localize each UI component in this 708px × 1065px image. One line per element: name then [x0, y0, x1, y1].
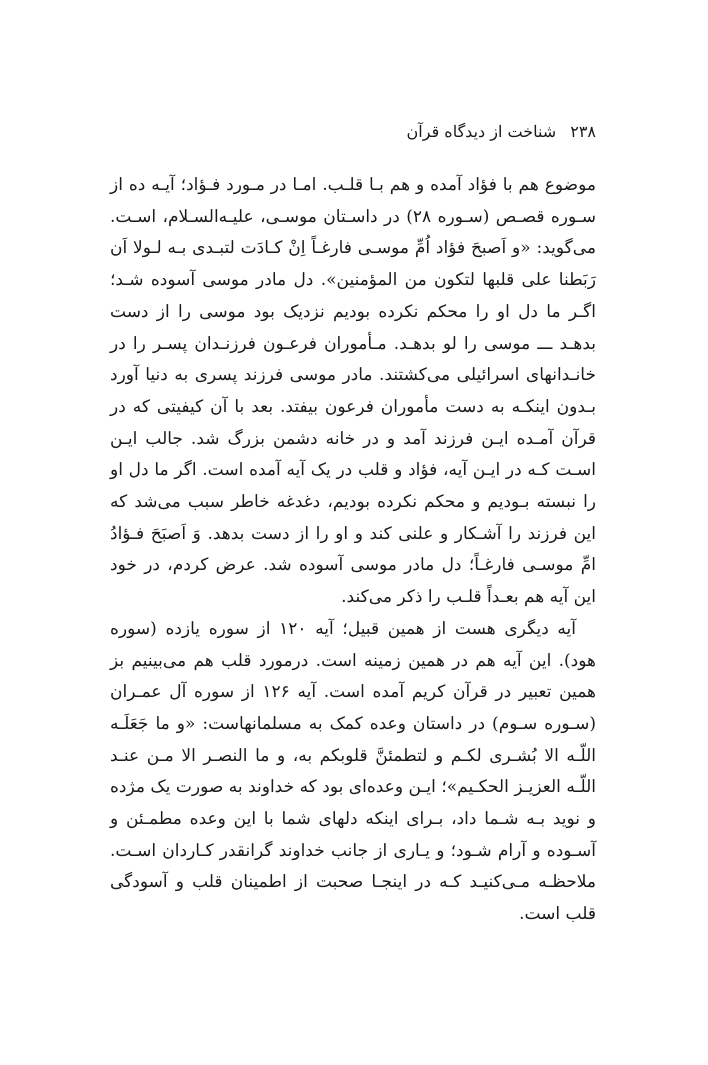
body-text	[110, 170, 596, 931]
chapter-title: شناخت از دیدگاه قرآن	[406, 122, 557, 141]
running-header	[407, 122, 596, 142]
paragraph-2: آیه دیگری هست از همین قبیل؛ آیه ۱۲۰ از سوره یازده (سوره هود). این آیه هم در همین زمینه است. درمورد قلب هم می‌بینیم بز همین تعبیر در قرآن کریم آمده است. آیه ۱۲۶ از سوره آل عمـران (سـوره سـوم) در داستان وعده کمک به مسلمانهاست: «و ما جَعَلَـه اللّـه الا بُشـری لکـم و لتطمئنَّ قلوبکم به، و ما النصـر الا مـن عنـد اللّـه العزیـز الحکـیم»؛ ایـن وعده‌ای بود که خداوند به صورت یک مژده و نوید بـه شـما داد، بـرای اینکه دلهای شما با این وعده مطمـئن و آسـوده و آرام شـود؛ و یـاری از جانب خداوند گرانقدر کـاردان اسـت. ملاحظـه مـی‌کنیـد کـه در اینجـا صحبت از اطمینان قلب و آسودگی قلب است.	[110, 618, 596, 925]
page-number: ۲۳۸	[570, 122, 596, 141]
paragraph-1: موضوع هم با فؤاد آمده و هم بـا قلـب. امـا در مـورد فـؤاد؛ آیـه ده از سـوره قصـص (سـوره ۲۸) در داسـتان موسـی، علیـه‌السـلام، اسـت. می‌گوید: «و اَصبحَ فؤاد اُمِّ موسـی فارغـاً اِنْ کـادَت لتبـدی بـه لـولا اَن رَبَطنا علی قلبها لتکون من المؤمنین». دل مادر موسی آسوده شـد؛ اگـر ما دل او را محکم نکرده بودیم نزدیک بود موسی را از دست بدهـد ـــ موسی را لو بدهـد. مـأموران فرعـون فرزنـدان پسـر را در خانـدانهای اسرائیلی می‌کشتند. مادر موسی فرزند پسری به دنیا آورد بـدون اینکـه به دست مأموران فرعون بیفتد. بعد با آن کیفیتی که در قرآن آمـده ایـن فرزند آمد و در خانه دشمن بزرگ شد. جالب ایـن اسـت کـه در ایـن آیه، فؤاد و قلب در یک آیه آمده است. اگر ما دل او را نبسته بـودیم و محکم نکرده بودیم، دغدغه خاطر سبب می‌شد که این فرزند را آشـکار و علنی کند و او را از دست بدهد. وَ اَصبَحَ فـؤادُ امِّ موسـی فارغـاً؛ دل مادر موسی آسوده شد. عرض کردم، در خود این آیه هم بعـداً قلـب را ذکر می‌کند.	[110, 175, 596, 608]
